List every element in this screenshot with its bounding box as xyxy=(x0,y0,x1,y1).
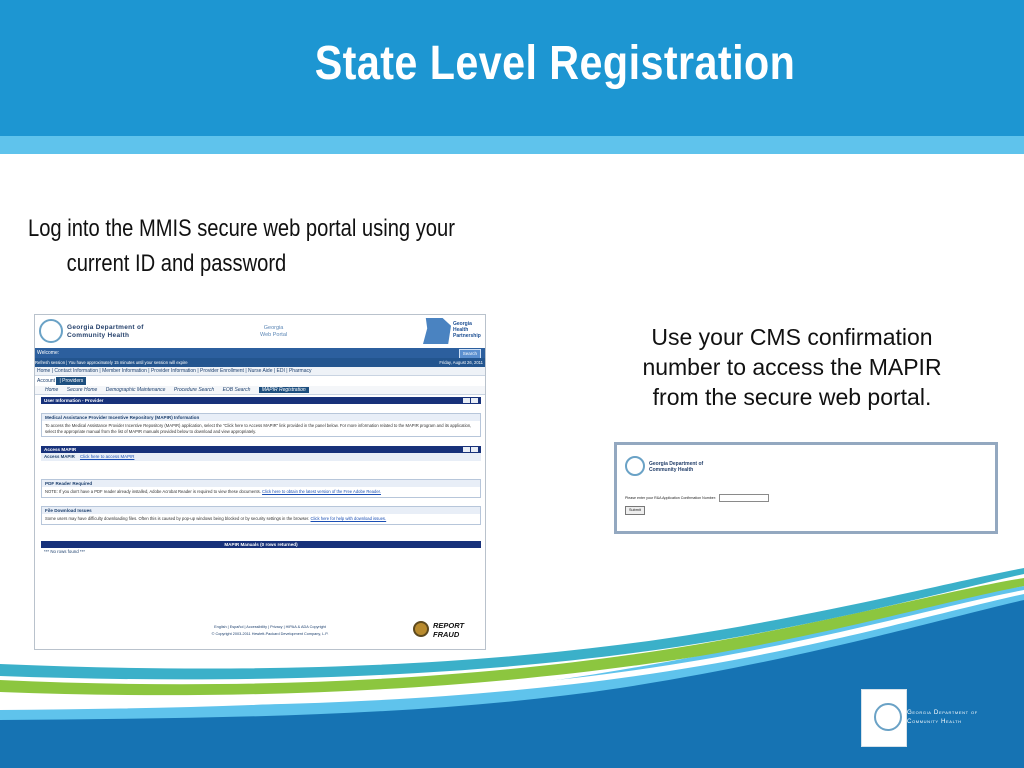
header-strip xyxy=(0,136,1024,154)
download-issues-body xyxy=(42,514,480,524)
access-mapir-title: Access MAPIR xyxy=(44,447,77,452)
subtab-home[interactable]: Home xyxy=(45,387,59,393)
subtab-eob-search[interactable]: EOB Search xyxy=(222,387,251,393)
welcome-bar xyxy=(35,348,485,358)
portal-name-line2: Web Portal xyxy=(260,332,288,338)
footer-links[interactable]: English | Español | Accessibility | Privacy | HIPAA & ADA Copyright xyxy=(214,625,326,629)
portal-dept-line2: Community Health xyxy=(67,332,130,339)
subtab-demographic[interactable]: Demographic Maintenance xyxy=(105,387,166,393)
mapir-info-text: To access the Medical Assistance Provider Incentive Repository (MAPIR) application, select the "Click here to Access MAPIR" link provided in the panel below. For more information related to the MAPIR program and its application, select the appropriate manual from the list of MAPIR manuals provided below to download and view appropriately. xyxy=(45,423,472,434)
ghp-logo-text xyxy=(453,321,481,339)
mapir-dept-name xyxy=(649,461,703,473)
portal-dept-name xyxy=(67,324,144,340)
access-mapir-link[interactable]: Click here to access MAPIR xyxy=(79,454,135,459)
account-row xyxy=(35,377,86,386)
close-icon[interactable] xyxy=(471,398,478,403)
ghp-line3: Partnership xyxy=(453,333,481,339)
submit-button[interactable]: Submit xyxy=(625,506,645,515)
session-date: Friday, August 26, 2011 xyxy=(439,360,483,365)
confirmation-number-input[interactable] xyxy=(719,494,769,502)
portal-header xyxy=(35,315,485,347)
portal-dept-line1: Georgia Department of xyxy=(67,324,144,331)
slide-title: State Level Registration xyxy=(314,37,796,90)
pdf-reader-title: PDF Reader Required xyxy=(42,480,480,487)
help-icon[interactable] xyxy=(463,447,470,452)
bullet-line-1: Log into the MMIS secure web portal using your xyxy=(28,215,455,242)
welcome-text: Welcome: xyxy=(37,350,60,356)
footer-copyright: © Copyright 2003-2011 Hewlett-Packard Development Company, L.P. xyxy=(211,632,329,636)
adobe-reader-link[interactable]: Click here to obtain the latest version of the Free Adobe Reader. xyxy=(262,489,381,494)
download-help-link[interactable]: Click here for help with download issues. xyxy=(310,516,387,521)
gdch-logo-text xyxy=(907,708,978,726)
mapir-info-panel xyxy=(41,413,481,437)
close-icon[interactable] xyxy=(471,447,478,452)
pdf-reader-body xyxy=(42,487,480,497)
account-label[interactable]: Account xyxy=(37,378,56,384)
side-instruction: Use your CMS confirmation number to access the MAPIR from the secure web portal. xyxy=(642,324,942,410)
report-fraud-line2: FRAUD xyxy=(433,630,460,639)
providers-tab[interactable]: | Providers xyxy=(56,377,86,385)
report-fraud-line1: REPORT xyxy=(433,621,465,630)
dch-logo-icon xyxy=(625,456,645,476)
download-issues-title: File Download Issues xyxy=(42,507,480,514)
mapir-info-title: Medical Assistance Provider Incentive Repository (MAPIR) Information xyxy=(42,414,480,421)
pdf-reader-panel xyxy=(41,479,481,498)
download-issues-text: Some users may have difficulty downloading files. Often this is caused by pop-up windows being blocked or by security settings in the browser. xyxy=(45,516,310,521)
pdf-reader-text: NOTE: If you don't have a PDF reader already installed, Adobe Acrobat Reader is required to view these documents. xyxy=(45,489,261,494)
access-mapir-bar xyxy=(41,446,481,453)
dch-logo-icon xyxy=(39,319,63,343)
bullet-line-2: current ID and password xyxy=(66,250,287,277)
search-button[interactable]: Search xyxy=(459,349,481,359)
help-icon[interactable] xyxy=(463,398,470,403)
subtab-mapir-registration[interactable]: MAPIR Registration xyxy=(259,387,309,393)
no-rows-text: *** No rows found *** xyxy=(41,548,481,556)
mapir-dept-line2: Community Health xyxy=(649,467,694,473)
session-bar xyxy=(35,358,485,367)
ghp-line2: Health xyxy=(453,327,469,333)
mapir-login-screenshot xyxy=(614,442,998,534)
portal-subtabs xyxy=(35,386,485,395)
portal-nav[interactable]: Home | Contact Information | Member Information | Provider Information | Provider Enrollment | Nurse Aide | EDI | Pharmacy xyxy=(35,367,485,376)
mapir-manuals-bar xyxy=(41,541,481,548)
user-info-title: User Information - Provider xyxy=(44,398,104,403)
ghp-line1: Georgia xyxy=(453,321,472,327)
download-issues-panel xyxy=(41,506,481,525)
subtab-procedure-search[interactable]: Procedure Search xyxy=(173,387,215,393)
gdch-line1: Georgia Department of xyxy=(907,709,978,716)
access-mapir-label: Access MAPIR xyxy=(44,454,75,459)
mapir-dept-line1: Georgia Department of xyxy=(649,461,704,467)
georgia-map-icon xyxy=(423,318,451,344)
subtab-secure-home[interactable]: Secure Home xyxy=(66,387,98,393)
portal-name xyxy=(260,325,287,339)
gdch-line2: Community Health xyxy=(907,718,962,725)
portal-name-line1: Georgia xyxy=(263,325,284,331)
confirmation-label: Please enter your R&A Application Confirmation Number: xyxy=(625,496,716,500)
gdch-logo-icon xyxy=(874,703,902,731)
mapir-manuals-title: MAPIR Manuals (0 rows returned) xyxy=(224,542,298,547)
access-mapir-row xyxy=(41,453,481,461)
bullet-text xyxy=(28,211,465,281)
user-info-bar xyxy=(41,397,481,404)
session-text[interactable]: Refresh session | You have approximately 15 minutes until your session will expire xyxy=(35,360,188,365)
